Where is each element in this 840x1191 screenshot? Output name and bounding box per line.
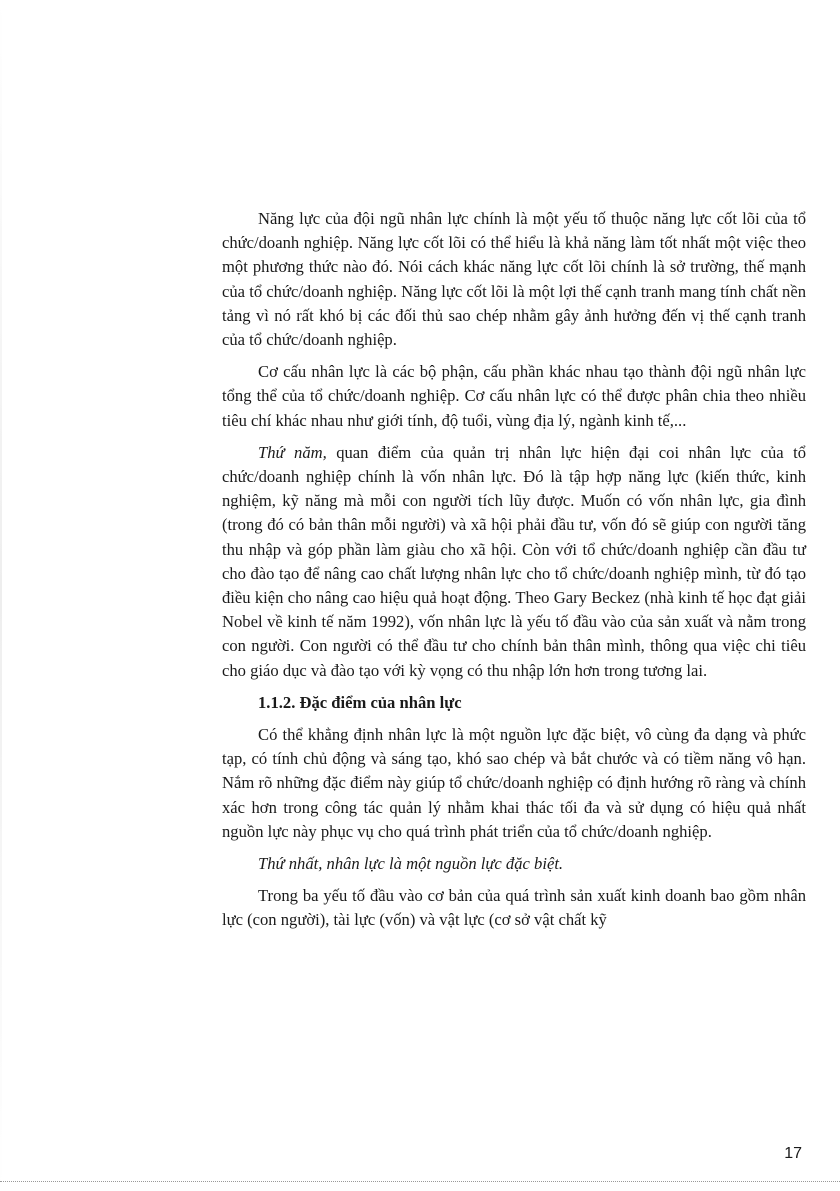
paragraph-three-inputs: Trong ba yếu tố đầu vào cơ bản của quá trình sản xuất kinh doanh bao gồm nhân lực (con người), tài lực (vốn) và vật lực (cơ sở vật chất kỹ xyxy=(222,886,806,930)
paragraph-characteristics: Có thể khẳng định nhân lực là một nguồn lực đặc biệt, vô cùng đa dạng và phức tạp, có tính chủ động và sáng tạo, khó sao chép và bắt chước và có tiềm năng vô hạn. Nắm rõ những đặc điểm này giúp tổ chức/doanh nghiệp có định hướng rõ ràng và chính xác hơn trong công tác quản lý nhằm khai thác tối đa và sử dụng có hiệu quả nhất nguồn lực này phục vụ cho quá trình phát triển của tổ chức/doanh nghiệp. xyxy=(222,725,806,841)
section-heading: 1.1.2. Đặc điểm của nhân lực xyxy=(258,692,462,712)
paragraph-human-capital xyxy=(222,441,806,683)
bottom-divider xyxy=(0,1181,840,1182)
paragraph-lead-italic: Thứ năm, xyxy=(258,442,327,462)
paragraph-core-competence: Năng lực của đội ngũ nhân lực chính là một yếu tố thuộc năng lực cốt lõi của tổ chức/doanh nghiệp. Năng lực cốt lõi có thể hiểu là khả năng làm tốt nhất một việc theo một phương thức nào đó. Nói cách khác năng lực cốt lõi chính là sở trường, thế mạnh của tổ chức/doanh nghiệp. Năng lực cốt lõi là một lợi thế cạnh tranh mang tính chất nền tảng vì nó rất khó bị các đối thủ sao chép nhằm gây ảnh hưởng đến vị thế cạnh tranh của tổ chức/doanh nghiệp. xyxy=(222,209,806,350)
first-point-italic: Thứ nhất, nhân lực là một nguồn lực đặc biệt. xyxy=(258,854,564,874)
paragraph-workforce-structure: Cơ cấu nhân lực là các bộ phận, cấu phần khác nhau tạo thành đội ngũ nhân lực tổng thể của tổ chức/doanh nghiệp. Cơ cấu nhân lực có thể được phân chia theo nhiều tiêu chí khác nhau như giới tính, độ tuổi, vùng địa lý, ngành kinh tế,... xyxy=(222,362,806,430)
body-text xyxy=(222,207,806,941)
paragraph-human-capital-text: quan điểm của quản trị nhân lực hiện đại coi nhân lực của tổ chức/doanh nghiệp chính là vốn nhân lực. Đó là tập hợp năng lực (kiến thức, kinh nghiệm, kỹ năng mà mỗi con người tích lũy được. Muốn có vốn nhân lực, gia đình (trong đó có bản thân mỗi người) và xã hội phải đầu tư, vốn đó sẽ giúp con người tăng thu nhập và góp phần làm giàu cho xã hội. Còn với tổ chức/doanh nghiệp cần đầu tư cho đào tạo để nâng cao chất lượng nhân lực cho tổ chức/doanh nghiệp mình, từ đó tạo điều kiện cho nâng cao hiệu quả hoạt động. Theo Gary Beckez (nhà kinh tế học đạt giải Nobel về kinh tế năm 1992), vốn nhân lực là yếu tố đầu vào của sản xuất và nằm trong con người. Con người có thể đầu tư cho chính bản thân mình, thông qua việc chi tiêu cho giáo dục và đào tạo với kỳ vọng có thu nhập lớn hơn trong tương lai. xyxy=(222,442,807,680)
scan-edge xyxy=(0,0,2,1191)
paragraph-first-point xyxy=(222,852,806,876)
page-number: 17 xyxy=(784,1145,802,1162)
